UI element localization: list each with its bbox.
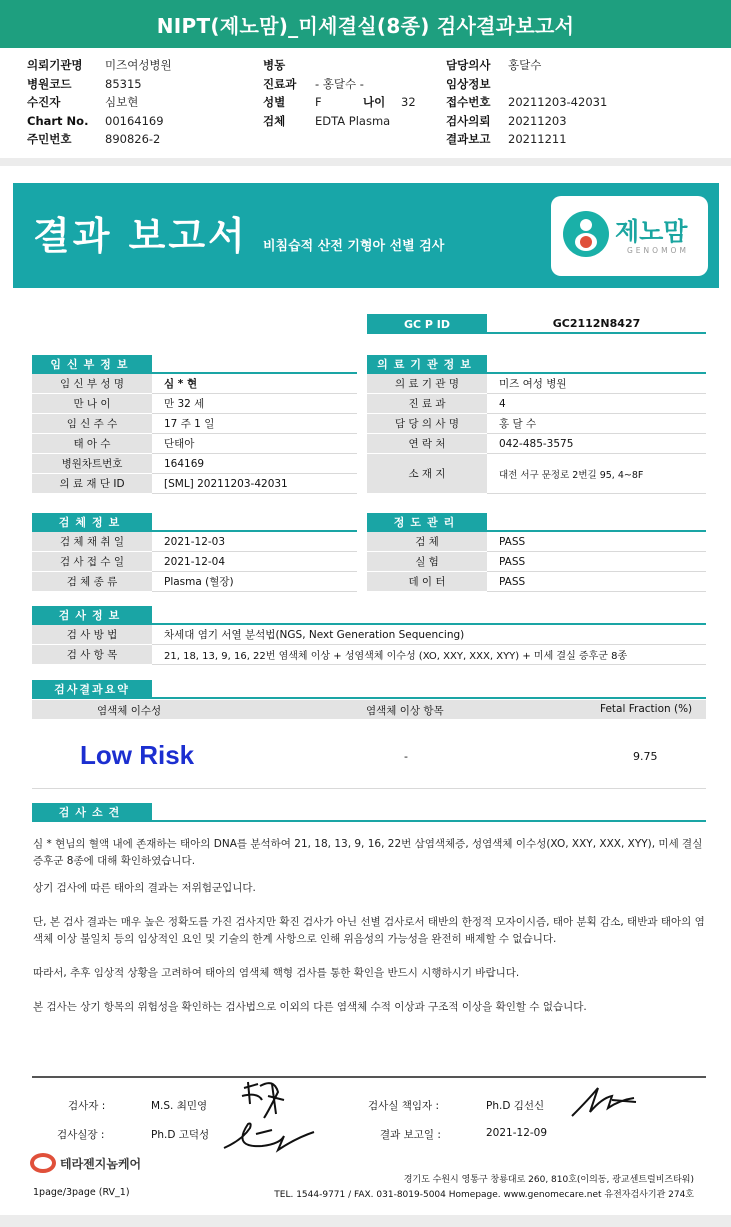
section-test-info: 검사정보	[32, 606, 152, 623]
summary-col-abnormal: 염색체 이상 항목	[366, 705, 444, 717]
examiner-signature	[238, 1078, 288, 1122]
field-value: - 홍달수 -	[315, 76, 364, 91]
bottom-bar	[0, 1215, 731, 1227]
field-label: 의뢰기관명	[27, 58, 83, 72]
row-value: 만 32 세	[152, 394, 357, 414]
row-label: 소 재 지	[367, 454, 487, 494]
footer-divider	[32, 1076, 706, 1078]
field-label: 병원코드	[27, 76, 72, 91]
risk-result: Low Risk	[80, 740, 195, 770]
row-value: 164169	[152, 454, 357, 474]
row-label: 검 체 채 취 일	[32, 532, 152, 552]
report-date-label: 결과 보고일 :	[380, 1129, 441, 1141]
report-date-value: 2021-12-09	[486, 1127, 548, 1139]
field-label: 담당의사	[446, 58, 491, 72]
table-row	[367, 572, 706, 592]
abnormal-items-value: -	[404, 750, 408, 763]
lab-head-name: Ph.D 김선신	[486, 1100, 545, 1112]
field-label: 수진자	[27, 95, 61, 109]
field-label: 성별	[263, 95, 286, 109]
terragen-g-icon	[30, 1153, 56, 1173]
banner-title: 결과 보고서	[33, 214, 248, 258]
field-label: 임상정보	[446, 76, 491, 91]
row-label: 임 신 부 성 명	[32, 374, 152, 394]
field-label: 검사의뢰	[446, 113, 491, 128]
row-value: PASS	[487, 532, 706, 552]
section-result-summary: 검사결과요약	[32, 680, 152, 697]
row-label: 만 나 이	[32, 394, 152, 414]
genomom-logo	[551, 196, 708, 276]
summary-header	[32, 700, 706, 719]
row-value: PASS	[487, 572, 706, 592]
field-value: 00164169	[105, 113, 164, 128]
table-row	[32, 374, 357, 394]
row-label: 데 이 터	[367, 572, 487, 592]
table-row	[32, 625, 706, 645]
age-label: 나이	[363, 95, 386, 109]
field-value: 85315	[105, 76, 142, 91]
field-value: 20211203-42031	[508, 95, 608, 109]
findings-paragraph: 따라서, 추후 임상적 상황을 고려하여 태아의 염색체 핵형 검사를 통한 확인을 반드시 시행하시기 바랍니다.	[33, 967, 520, 979]
table-row	[367, 454, 706, 494]
table-row	[32, 474, 357, 494]
findings-paragraph: 단, 본 검사 결과는 매우 높은 정확도를 가진 검사지만 확진 검사가 아닌 선별 검사로서 태반의 한정적 모자이시즘, 태아 분획 감소, 태반과 태아의 염색체 이상 불일치 등의 임상적인 요인 및 기술의 한계 사항으로 인해 위음성의 가능성을 완전히 배제할 수 없습니다.	[33, 916, 705, 945]
gcp-id-value: GC2112N8427	[487, 314, 706, 334]
row-value: 단태아	[152, 434, 357, 454]
row-value: Plasma (혈장)	[152, 572, 357, 592]
report-title: NIPT(제노맘)_미세결실(8종) 검사결과보고서	[0, 0, 731, 48]
table-row	[367, 394, 706, 414]
banner-subtitle: 비침습적 산전 기형아 선별 검사	[263, 239, 445, 254]
row-label: 병원차트번호	[32, 454, 152, 474]
section-quality-control: 정도관리	[367, 513, 487, 530]
field-value: EDTA Plasma	[315, 113, 391, 128]
row-label: 실 험	[367, 552, 487, 572]
table-row	[32, 532, 357, 552]
lab-head-label: 검사실 책임자 :	[368, 1100, 440, 1112]
header-col1	[27, 56, 172, 149]
terragen-logo	[30, 1153, 141, 1173]
row-label: 담 당 의 사 명	[367, 414, 487, 434]
row-value: 042-485-3575	[487, 434, 706, 454]
table-row	[32, 645, 706, 665]
table-row	[367, 434, 706, 454]
age-value: 32	[401, 95, 416, 109]
row-value: 심 * 현	[152, 374, 357, 394]
row-label: 검 체 종 류	[32, 572, 152, 592]
findings-paragraph: 본 검사는 상기 항목의 위험성을 확인하는 검사법으로 이외의 다른 염색체 수적 이상과 구조적 이상을 확인할 수 없습니다.	[33, 1001, 587, 1013]
examiner-name: M.S. 최민영	[151, 1100, 208, 1112]
row-value: PASS	[487, 552, 706, 572]
section-underline	[32, 820, 706, 822]
examiner-label: 검사자 :	[68, 1100, 106, 1112]
divider	[0, 158, 731, 166]
field-value: 890826-2	[105, 132, 161, 146]
table-row	[32, 414, 357, 434]
row-label: 임 신 주 수	[32, 414, 152, 434]
section-findings: 검사소견	[32, 803, 152, 820]
row-label: 검 사 접 수 일	[32, 552, 152, 572]
field-label: 병동	[263, 58, 286, 72]
row-label: 검 사 항 목	[32, 645, 152, 665]
row-label: 검 체	[367, 532, 487, 552]
table-row	[32, 434, 357, 454]
fetal-fraction-value: 9.75	[633, 750, 658, 763]
section-pregnant-info: 임신부정보	[32, 355, 152, 372]
director-signature	[222, 1118, 318, 1154]
field-value: 20211211	[508, 132, 567, 146]
summary-col-aneuploidy: 염색체 이수성	[97, 705, 162, 717]
report-banner	[13, 183, 719, 288]
row-value: 대전 서구 문정로 2번길 95, 4~8F	[487, 454, 706, 494]
section-underline	[32, 697, 706, 699]
lab-head-signature	[568, 1082, 640, 1122]
logo-text: 제노맘	[615, 217, 688, 246]
row-value: 미즈 여성 병원	[487, 374, 706, 394]
table-row	[367, 374, 706, 394]
row-value: 17 주 1 일	[152, 414, 357, 434]
table-row	[367, 532, 706, 552]
director-label: 검사실장 :	[57, 1129, 105, 1141]
table-row	[367, 414, 706, 434]
field-label: 진료과	[263, 76, 297, 91]
summary-underline	[32, 788, 706, 789]
table-row	[367, 552, 706, 572]
row-value: [SML] 20211203-42031	[152, 474, 357, 494]
field-label: Chart No.	[27, 113, 89, 128]
field-label: 결과보고	[446, 132, 491, 146]
mother-baby-icon	[563, 211, 609, 257]
company-contact: TEL. 1544-9771 / FAX. 031-8019-5004 Homepage. www.genomecare.net 유전자검사기관 274호	[274, 1190, 694, 1200]
field-label: 검체	[263, 113, 286, 128]
page-number: 1page/3page (RV_1)	[33, 1187, 130, 1198]
table-row	[32, 552, 357, 572]
section-institution-info: 의료기관정보	[367, 355, 487, 372]
field-label: 주민번호	[27, 132, 72, 146]
row-label: 진 료 과	[367, 394, 487, 414]
section-specimen-info: 검체정보	[32, 513, 152, 530]
logo-subtext: GENOMOM	[627, 246, 689, 255]
row-label: 검 사 방 법	[32, 625, 152, 645]
brand-name: 테라젠지놈케어	[60, 1156, 142, 1171]
table-row	[32, 394, 357, 414]
field-value: 홍달수	[508, 58, 542, 72]
field-value: F	[315, 95, 322, 109]
findings-paragraph: 상기 검사에 따른 태아의 결과는 저위험군입니다.	[33, 882, 256, 894]
row-value: 21, 18, 13, 9, 16, 22번 염색체 이상 + 성염색체 이수성 (XO, XXY, XXX, XYY) + 미세 결실 증후군 8종	[152, 645, 706, 665]
field-value: 20211203	[508, 113, 567, 128]
company-address: 경기도 수원시 영통구 창룡대로 260, 810호(이의동, 광교센트럴비즈타워)	[403, 1175, 694, 1185]
row-value: 차세대 염기 서열 분석법(NGS, Next Generation Sequencing)	[152, 625, 706, 645]
summary-col-fetal-fraction: Fetal Fraction (%)	[600, 703, 693, 715]
director-name: Ph.D 고덕성	[151, 1129, 210, 1141]
header-col3	[446, 56, 607, 149]
row-value: 4	[487, 394, 706, 414]
row-label: 태 아 수	[32, 434, 152, 454]
gcp-id-label: GC P ID	[367, 314, 487, 334]
findings-paragraph: 심 * 현님의 혈액 내에 존재하는 태아의 DNA를 분석하여 21, 18, 13, 9, 16, 22번 삼염색체증, 성염색체 이수성(XO, XXY, XXX, XYY), 미세 결실 증후군 8종에 대해 확인하였습니다.	[33, 838, 703, 867]
row-value: 2021-12-03	[152, 532, 357, 552]
row-label: 연 락 처	[367, 434, 487, 454]
table-row	[32, 454, 357, 474]
row-label: 의 료 기 관 명	[367, 374, 487, 394]
field-value: 미즈여성병원	[105, 58, 172, 72]
header-col2	[263, 56, 416, 130]
row-value: 2021-12-04	[152, 552, 357, 572]
field-value: 심보현	[105, 95, 139, 109]
row-value: 홍 달 수	[487, 414, 706, 434]
row-label: 의 료 재 단 ID	[32, 474, 152, 494]
field-label: 접수번호	[446, 95, 491, 109]
table-row	[32, 572, 357, 592]
